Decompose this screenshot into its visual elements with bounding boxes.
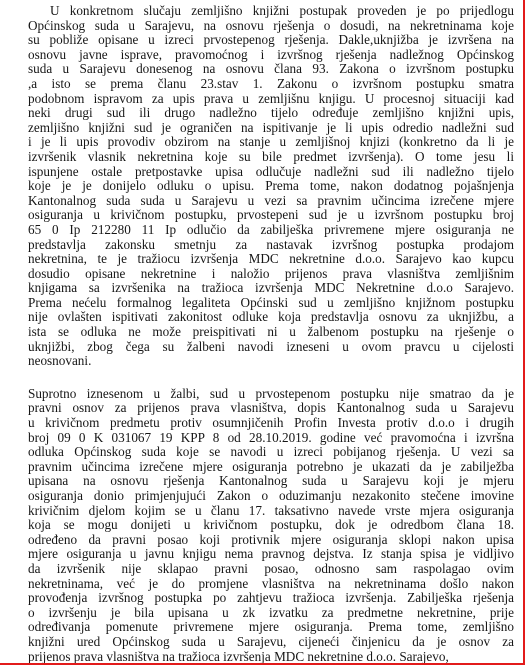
text-line: koja se mogu donijeti u krivičnom postupku, dok je odredbom člana 18. [28,517,514,533]
text-line: krivičnim djelom kojim se u članu 17. taksativno navede vrste mjera osiguranja [28,502,514,518]
text-line: knjižni ured Općinskog suda u Sarajevu, cijeneći činjenicu da je osnov za [28,633,514,649]
text-line: pravnim učincima izrečene mjere osiguranja potrebno je ukazati da je zabilježba [28,458,514,474]
text-line: upisana na osnovu rješenja Kantonalnog suda u Sarajevu koji je mjeru [28,473,514,489]
text-line: osiguranja donio primjenjujući Zakon o oduzimanju nezakonito stečene imovine [28,488,514,503]
text-line: neki drugi sud ili drugo nadležno tijelo određuje zemljišno knjižni upis, [28,105,514,121]
text-line: u krivičnom predmetu protiv osumnjičenih Profin Investa protiv d.o.o i drugih [28,415,514,431]
text-line: knjigama sa izvršenika na tražioca izvršenja MDC Nekretnine d.o.o Sarajevo. [28,280,514,296]
text-line: U konkretnom slučaju zemljišno knjižni postupak proveden je po prijedlogu [50,3,514,18]
text-line: nekretninama, već je do promjene vlasništva na nekretninama došlo nakon [28,575,514,591]
text-line: osnovu javne isprave, pravomoćnog i izvršnog rješenja nadležnog Općinskog [28,46,514,62]
document-body [28,4,514,664]
text-line: koje je je donijelo odluku o upisu. Prema tome, nakon dodatnog pojašnjenja [28,178,514,194]
text-line: pravni osnov za prijenos prava vlasništva, dopis Kantonalnog suda u Sarajevu [28,400,514,416]
text-line: ,a isto se prema članu 23.stav 1. Zakonu o izvršnom postupku smatra [28,75,514,91]
text-line: predstavlja zakonsku smetnju za nastavak izvršnog postupka prodajom [28,236,514,252]
text-line: odluka Općinskog suda koje se navodi u izreci pobijanog rješenja. U vezi sa [28,444,514,460]
text-line: podobnom ispravom za upis prava u zemljišnu knjigu. U procesnoj situaciji kad [28,90,514,106]
text-line: mjere osiguranja u javnu knjigu nema pravnog dejstva. Iz stanja spisa je vidljivo [28,546,514,562]
text-line: osiguranja u krivičnom postupku, prvostepeni sud je u izvršnom postupku broj [28,207,514,223]
text-line: Prema nećelu formalnog legaliteta Općinski sud u zemljišno knjižnom postupku [28,294,514,310]
text-line: broj 09 0 K 031067 19 KPP 8 od 28.10.2019. godine već pravomoćna i izvršna [28,429,514,445]
text-line: da izvršenik nije sklapao pravni posao, odnosno sam raspolagao ovim [28,560,514,576]
text-line: neosnovani. [28,353,92,369]
text-line: provođenja izvršnog postupka po zahtjevu tražioca izvršenja. Zabilješka rješenja [28,590,514,606]
text-line: 65 0 Ip 212280 11 Ip odlučio da zabilješka privremene mjere osiguranja ne [28,221,514,237]
text-line: nekretnina, te je tražiocu izvršenja MDC nekretnine d.o.o. Sarajevo kao kupcu [28,251,514,267]
text-line: ispunjene ostale pretpostavke upisa odlučuje nadležni sud ili nadležno tijelo [28,163,514,179]
text-line: ista se odluka ne može preispitivati ni u žalbenom postupku na rješenje o [28,324,514,340]
text-line: Suprotno iznesenom u žalbi, sud u prvostepenom postupku nije smatrao da je [28,385,514,401]
text-line: i je li upis provodiv obzirom na stanje u zemljišnoj knjizi (konkretno da li je [28,134,514,150]
paragraph [28,387,514,664]
text-line: o izvršenju je bila upisana u zk izvatku za predmetne nekretnine, prije [28,604,514,620]
paragraph [28,4,514,369]
text-line: suda u Sarajevu donesenog na osnovu člana 93. Zakona o izvršnom postupku [28,61,514,77]
text-line: dosudio opisane nekretnine i naložio prijenos prava vlasništva zemljišnim [28,265,514,281]
text-line: su pobliže opisane u izreci prvostepenog rješenja. Dakle,uknjižba je izvršena na [28,32,514,48]
text-line: izvršenik vlasnik nekretnina koje su bile predmet izvršenja). O tome jesu li [28,148,514,164]
text-line: određivanja pomenute privremene mjere osiguranja. Prema tome, zemljišno [28,619,514,635]
text-line: prijenos prava vlasništva na tražioca izvršenja MDC nekretnine d.o.o. Sarajevo, [28,648,449,664]
text-line: uknjižbi, zbog čega su žalbeni navodi izneseni u ovom pravcu u cijelosti [28,338,514,354]
text-line: Kantonalnog suda suda u Sarajevu u vezi sa pravnim učincima izrečene mjere [28,192,514,208]
text-line: nije ovlašten ispitivati zakonitost odluke koja predstavlja osnovu za uknjižbu, a [28,309,514,325]
text-line: određeno da pravni posao koji protivnik mjere osiguranja sklopi nakon upisa [28,531,514,547]
text-line: Općinskog suda u Sarajevu, na osnovu rješenja o dosudi, na nekretninama koje [28,17,514,33]
text-line: zemljišno knjižni sud je ograničen na ispitivanje je li upis odredio nadležni sud [28,119,514,135]
